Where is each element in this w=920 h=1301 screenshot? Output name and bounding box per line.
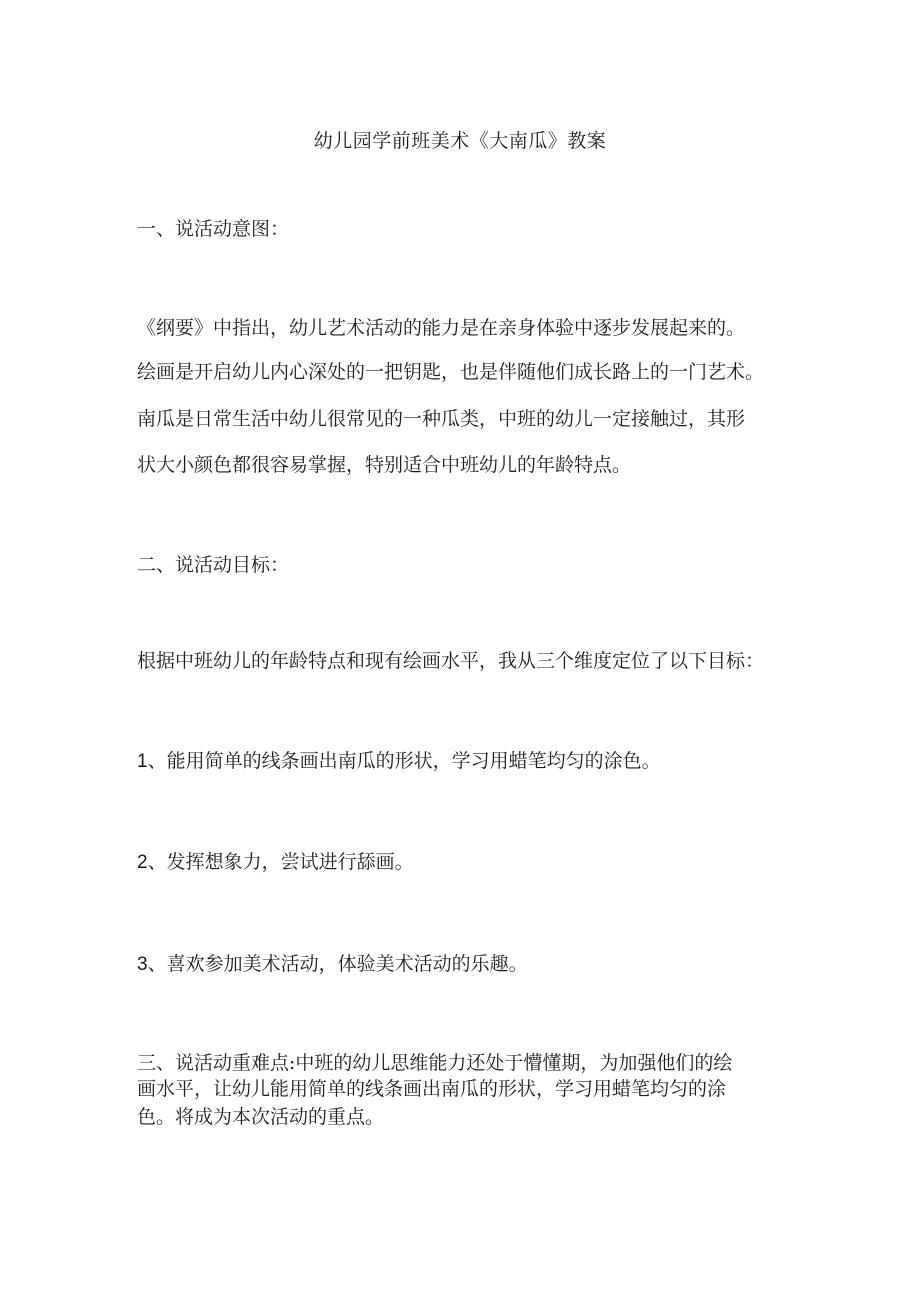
goal-number: 3 [137, 954, 148, 975]
goal-number: 2 [137, 852, 148, 873]
section3-line-3: 色。将成为本次活动的重点。 [137, 1106, 385, 1128]
goal-text: 、发挥想象力，尝试进行舔画。 [147, 851, 414, 873]
document-title: 幼儿园学前班美术《大南瓜》教案 [313, 130, 607, 152]
goal-text: 、能用简单的线条画出南瓜的形状，学习用蜡笔均匀的涂色。 [147, 750, 661, 772]
goal-item-1 [137, 748, 661, 775]
goal-number: 1 [137, 751, 148, 772]
section3-line-2: 画水平，让幼儿能用简单的线条画出南瓜的形状，学习用蜡笔均匀的涂 [137, 1078, 727, 1100]
section2-heading: 二、说活动目标： [137, 554, 290, 576]
section1-heading: 一、说活动意图： [137, 218, 290, 240]
section1-line-1: 《纲要》中指出，幼儿艺术活动的能力是在亲身体验中逐步发展起来的。 [137, 317, 746, 339]
goal-text: 、喜欢参加美术活动，体验美术活动的乐趣。 [147, 953, 528, 975]
section1-line-2: 绘画是开启幼儿内心深处的一把钥匙，也是伴随他们成长路上的一门艺术。 [137, 361, 765, 383]
goal-item-2 [137, 849, 414, 876]
goal-item-3 [137, 951, 528, 978]
section1-line-4: 状大小颜色都很容易掌握，特别适合中班幼儿的年龄特点。 [137, 454, 632, 476]
section3-line-1: 三、说活动重难点:中班的幼儿思维能力还处于懵懂期，为加强他们的绘 [137, 1052, 733, 1074]
section1-line-3: 南瓜是日常生活中幼儿很常见的一种瓜类，中班的幼儿一定接触过，其形 [137, 408, 746, 430]
section2-intro: 根据中班幼儿的年龄特点和现有绘画水平，我从三个维度定位了以下目标： [137, 650, 765, 672]
